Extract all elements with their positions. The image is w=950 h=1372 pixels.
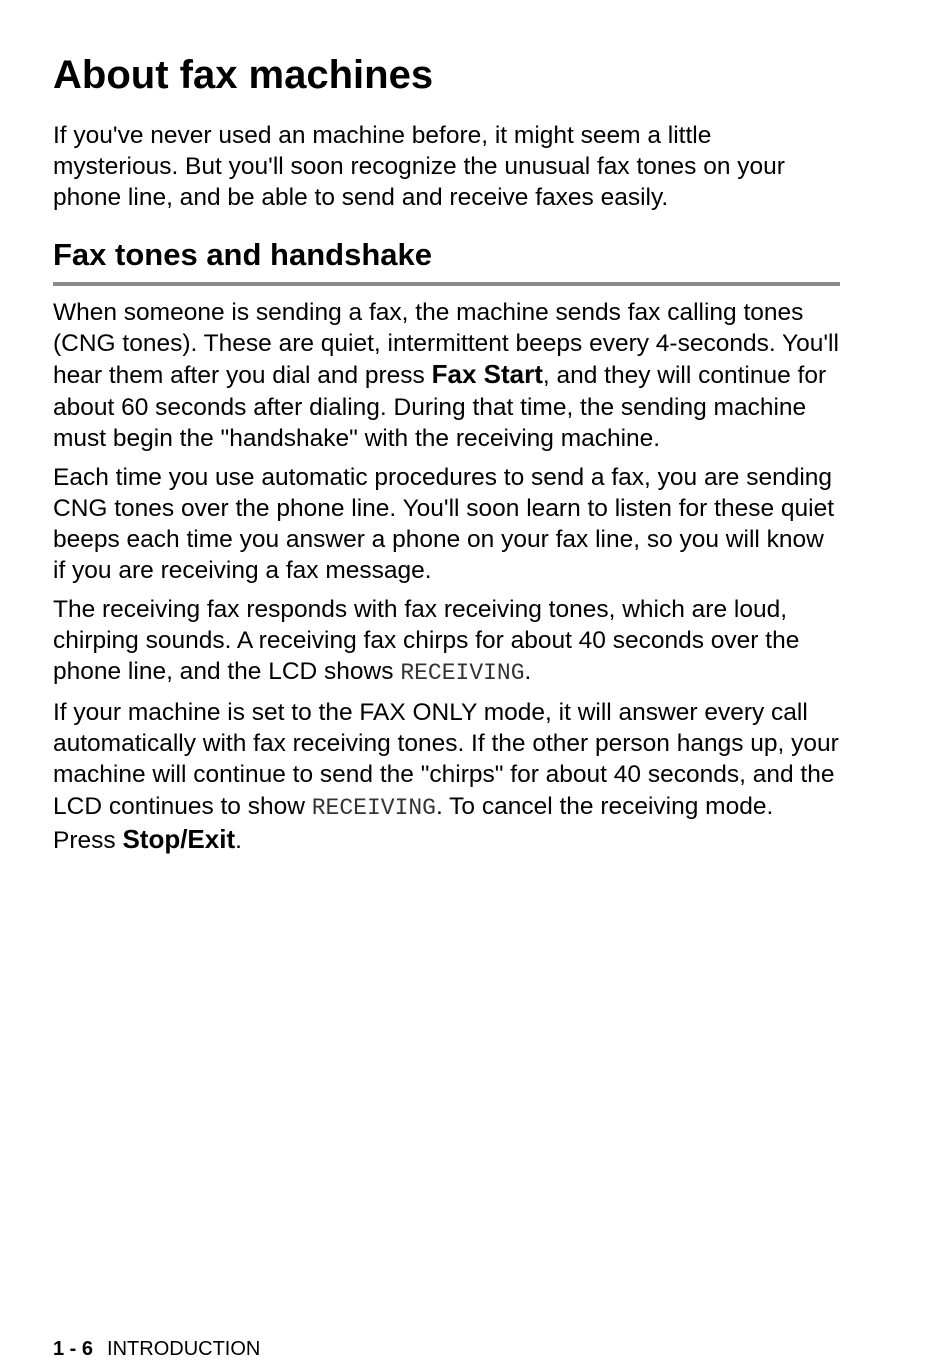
paragraph-text: . bbox=[524, 658, 532, 686]
paragraph-text: When someone is sending a fax, the machine sends fax calling tones (CNG tones). These are quiet, intermittent beeps every 4-seconds. You'll hear them after you dial and press bbox=[53, 299, 839, 390]
paragraph-receiving-tones bbox=[53, 594, 840, 690]
paragraph-text: If your machine is set to the FAX ONLY mode, it will answer every call automatically with fax receiving tones. If the other person hangs up, your machine will continue to send the "chirps" for about 40 seconds, and the LCD continues to show bbox=[53, 698, 839, 820]
paragraph-text: , and they will continue for about 60 seconds after dialing. During that time, the sending machine must begin the "handshake" with the receiving machine. bbox=[53, 362, 827, 452]
page-title: About fax machines bbox=[53, 53, 434, 97]
paragraph-fax-only-mode bbox=[53, 697, 840, 856]
paragraph-cng-tones bbox=[53, 297, 840, 454]
page-footer bbox=[53, 1336, 260, 1362]
chapter-name: INTRODUCTION bbox=[107, 1338, 261, 1360]
paragraph-automatic-procedures: Each time you use automatic procedures to send a fax, you are sending CNG tones over the phone line. You'll soon learn to listen for these quiet beeps each time you answer a phone on your fax line, so you will know if you are receiving a fax message. bbox=[53, 463, 835, 585]
paragraph-text: The receiving fax responds with fax receiving tones, which are loud, chirping sounds. A receiving fax chirps for about 40 seconds over the phone line, and the LCD shows bbox=[53, 595, 800, 686]
lcd-message: RECEIVING bbox=[400, 660, 525, 687]
intro-paragraph: If you've never used an machine before, it might seem a little mysterious. But you'll soon recognize the unusual fax tones on your phone line, and be able to send and receive faxes easily. bbox=[53, 122, 785, 212]
section-divider bbox=[53, 282, 840, 286]
stop-exit-key-label: Stop/Exit bbox=[122, 823, 236, 854]
page-number: 1 - 6 bbox=[53, 1338, 94, 1360]
section-heading: Fax tones and handshake bbox=[53, 237, 432, 272]
paragraph-text: . To cancel the receiving mode. Press bbox=[53, 792, 774, 854]
lcd-message: RECEIVING bbox=[311, 794, 436, 821]
paragraph-text: . bbox=[235, 826, 242, 854]
section-body bbox=[53, 297, 840, 863]
intro-block bbox=[53, 120, 840, 214]
fax-start-key-label: Fax Start bbox=[431, 359, 543, 390]
